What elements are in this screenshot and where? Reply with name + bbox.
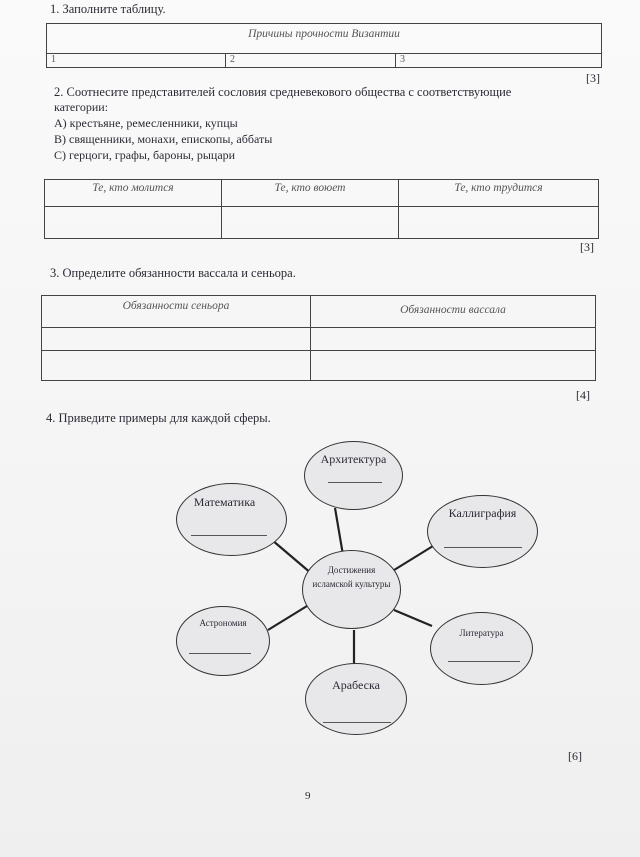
center-oval [302, 550, 401, 629]
label-calligraphy: Каллиграфия [448, 506, 517, 520]
q3-title: 3. Определите обязанности вассала и сеньора. [50, 266, 296, 280]
oval-literature [430, 612, 533, 685]
answer-line-arabesque[interactable] [323, 722, 391, 723]
page-number: 9 [305, 790, 311, 802]
q2-score: [3] [580, 240, 594, 254]
oval-architecture [304, 441, 403, 510]
q1-header: Причины прочности Византии [47, 24, 602, 54]
oval-calligraphy [427, 495, 538, 568]
label-architecture: Архитектура [320, 452, 387, 466]
q2-title-cont: категории: [54, 100, 109, 114]
answer-line-calligraphy[interactable] [444, 547, 522, 548]
answer-line-math[interactable] [191, 535, 267, 536]
q1-title: 1. Заполните таблицу. [50, 2, 166, 16]
q1-col-1[interactable]: 1 [47, 54, 226, 68]
q2-option-b: В) священники, монахи, епископы, аббаты [54, 132, 273, 146]
q1-col-3[interactable]: 3 [396, 54, 602, 68]
q2-header-work: Те, кто трудится [399, 180, 599, 207]
oval-astronomy [176, 606, 270, 676]
q2-title: 2. Соотнесите представителей сословия средневекового общества с соответствующие [54, 85, 512, 99]
label-arabesque: Арабеска [332, 678, 380, 692]
q3-header-seigneur: Обязанности сеньора [42, 296, 311, 328]
answer-line-architecture[interactable] [328, 482, 382, 483]
answer-line-literature[interactable] [448, 661, 520, 662]
q2-option-a: А) крестьяне, ремесленники, купцы [54, 116, 238, 130]
label-math: Математика [193, 495, 256, 509]
q1-col-2[interactable]: 2 [226, 54, 396, 68]
q4-score: [6] [568, 749, 582, 763]
q1-score: [3] [586, 71, 600, 85]
center-label: Достижения исламской культуры [312, 565, 391, 589]
q4-title: 4. Приведите примеры для каждой сферы. [46, 411, 271, 425]
q2-header-pray: Те, кто молится [45, 180, 222, 207]
label-astronomy: Астрономия [199, 618, 247, 628]
oval-arabesque [305, 663, 407, 735]
answer-line-astronomy[interactable] [189, 653, 251, 654]
oval-math [176, 483, 287, 556]
q3-score: [4] [576, 388, 590, 402]
label-literature: Литература [459, 628, 504, 638]
q2-header-fight: Те, кто воюет [222, 180, 399, 207]
q2-option-c: С) герцоги, графы, бароны, рыцари [54, 148, 236, 162]
q3-header-vassal: Обязанности вассала [311, 296, 596, 328]
